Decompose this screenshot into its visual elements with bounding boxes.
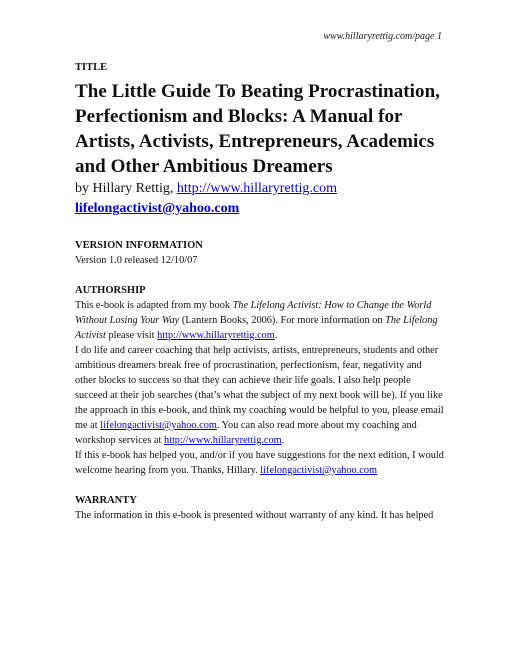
page-header-reference: www.hillaryrettig.com/page 1	[323, 31, 442, 42]
author-website-link[interactable]: http://www.hillaryrettig.com	[176, 181, 337, 196]
p2-text-b: . You can also read more about my coaching and workshop services at	[75, 420, 417, 446]
authorship-paragraph-1	[75, 298, 445, 343]
p1-text-a: This e-book is adapted from my book	[75, 300, 233, 311]
byline-prefix: by Hillary Rettig,	[75, 181, 177, 196]
p2-text-a: I do life and career coaching that help activists, artists, entrepreneurs, students and other ambitious dreamers break free of procrastination, perfectionism, fear, negativity and other blocks to success so that they can achieve their life goals. I also help people succeed at their job searches (that’s what the subject of my next book will be). If you like the approach in this e-book, and think my coaching would be helpful to you, please email me at	[75, 345, 444, 431]
version-text: Version 1.0 released 12/10/07	[75, 255, 198, 266]
p1-text-b: (Lantern Books, 2006). For more information on	[179, 315, 386, 326]
feedback-email-link[interactable]: lifelongactivist@yahoo.com	[260, 465, 378, 476]
authorship-paragraph-3	[75, 448, 445, 478]
warranty-text: The information in this e-book is presented without warranty of any kind. It has helped	[75, 510, 434, 521]
p3-text-a: If this e-book has helped you, and/or if you have suggestions for the next edition, I would welcome hearing from you. Thanks, Hillary.	[75, 450, 444, 476]
p1-text-end: .	[274, 330, 278, 341]
authorship-heading: AUTHORSHIP	[75, 285, 146, 296]
coaching-email-link[interactable]: lifelongactivist@yahoo.com	[100, 420, 217, 431]
version-heading: VERSION INFORMATION	[75, 240, 203, 251]
authorship-paragraph-2	[75, 343, 445, 448]
p1-text-c: please visit	[105, 330, 158, 341]
document-title: The Little Guide To Beating Procrastination, Perfectionism and Blocks: A Manual for Artists, Activists, Entrepreneurs, Academics and Other Ambitious Dreamers	[75, 81, 440, 177]
page-content	[75, 61, 445, 523]
p2-text-end: .	[281, 435, 285, 446]
workshop-website-link[interactable]: http://www.hillaryrettig.com	[163, 435, 282, 446]
author-email-link[interactable]: lifelongactivist@yahoo.com	[75, 201, 240, 216]
book-title-short: The Lifelong Activist	[75, 315, 438, 341]
book-title: The Lifelong Activist: How to Change the World Without Losing Your Way	[75, 300, 432, 326]
byline	[75, 179, 445, 199]
title-label: TITLE	[75, 62, 108, 73]
warranty-heading: WARRANTY	[75, 495, 137, 506]
website-link[interactable]: http://www.hillaryrettig.com	[157, 330, 275, 341]
